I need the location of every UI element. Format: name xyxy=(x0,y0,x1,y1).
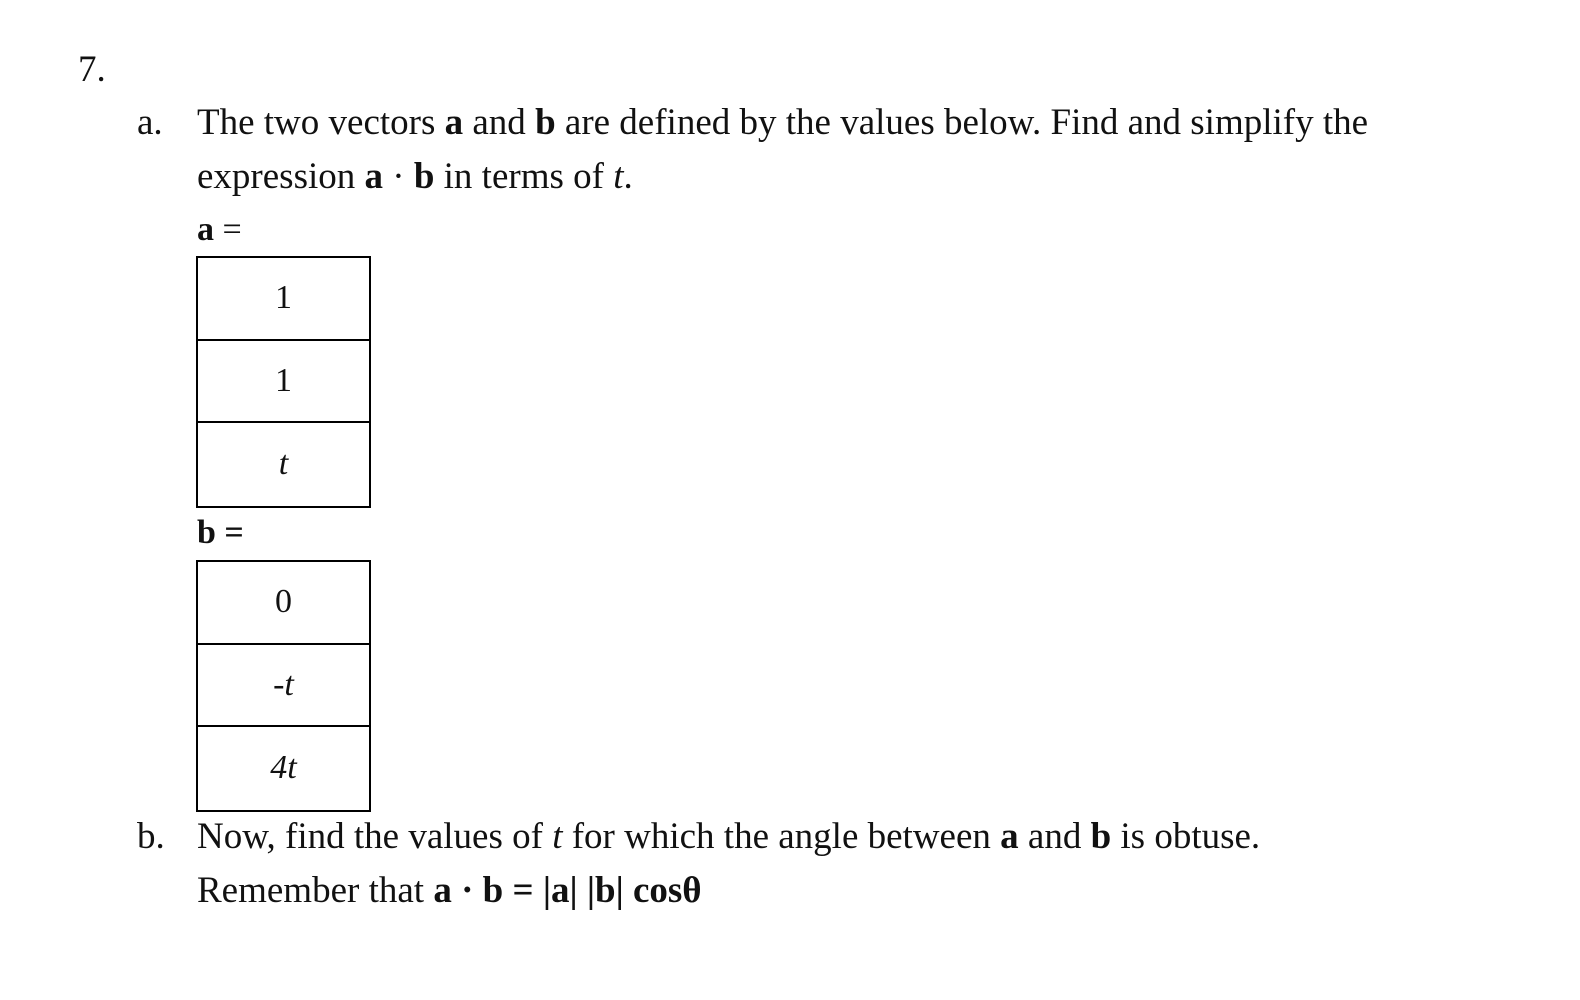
vector-a-value-1: 1 xyxy=(275,279,292,317)
dot-operator: · xyxy=(383,156,414,197)
text: Now, find the values of xyxy=(197,816,553,857)
vector-b-label xyxy=(197,513,244,553)
text: and xyxy=(1018,816,1091,857)
vector-b-value-3: 4t xyxy=(270,749,297,787)
vector-b-cell xyxy=(198,727,369,810)
vector-b-value-1: 0 xyxy=(275,583,292,621)
vector-b-symbol: b xyxy=(535,102,556,143)
text: Remember that xyxy=(197,870,434,911)
question-number: 7. xyxy=(78,49,106,90)
vector-a-symbol: a xyxy=(1000,816,1019,857)
vector-a-cell xyxy=(198,341,369,424)
equals-sign: = xyxy=(214,211,242,248)
part-a-line-1 xyxy=(197,101,1368,145)
vector-b-cell xyxy=(198,562,369,645)
text: is obtuse. xyxy=(1111,816,1261,857)
equals-sign: = xyxy=(215,514,244,551)
vector-a-value-3: t xyxy=(278,445,289,483)
text: The two vectors xyxy=(197,102,445,143)
text: . xyxy=(623,156,633,197)
part-a-line-2 xyxy=(197,155,633,199)
variable-t: t xyxy=(552,816,563,857)
vector-a-label xyxy=(197,210,242,250)
text: and xyxy=(463,102,536,143)
dot-product-formula: a · b = |a| |b| cosθ xyxy=(433,870,702,911)
vector-a-symbol: a xyxy=(364,156,383,197)
vector-a-cell xyxy=(198,258,369,341)
vector-b-symbol: b xyxy=(413,156,435,197)
vector-b-symbol: b xyxy=(1090,816,1112,857)
text: expression xyxy=(197,156,365,197)
part-b-label: b. xyxy=(137,816,165,857)
vector-a-name: a xyxy=(197,211,214,248)
vector-a-cell xyxy=(198,423,369,506)
vector-a-value-2: 1 xyxy=(275,361,292,399)
part-b-line-1 xyxy=(197,815,1260,859)
text: in terms of xyxy=(434,156,614,197)
text: are defined by the values below. Find and simplify the xyxy=(555,102,1369,143)
text: for which the angle between xyxy=(562,816,1001,857)
vector-b-name: b xyxy=(197,514,216,551)
vector-a-symbol: a xyxy=(444,102,464,143)
vector-b-table xyxy=(196,560,371,812)
vector-b-value-2: -t xyxy=(273,665,294,703)
part-a-label: a. xyxy=(137,102,163,143)
part-b-line-2 xyxy=(197,869,702,913)
variable-t: t xyxy=(613,156,624,197)
vector-b-cell xyxy=(198,645,369,728)
vector-a-table xyxy=(196,256,371,508)
